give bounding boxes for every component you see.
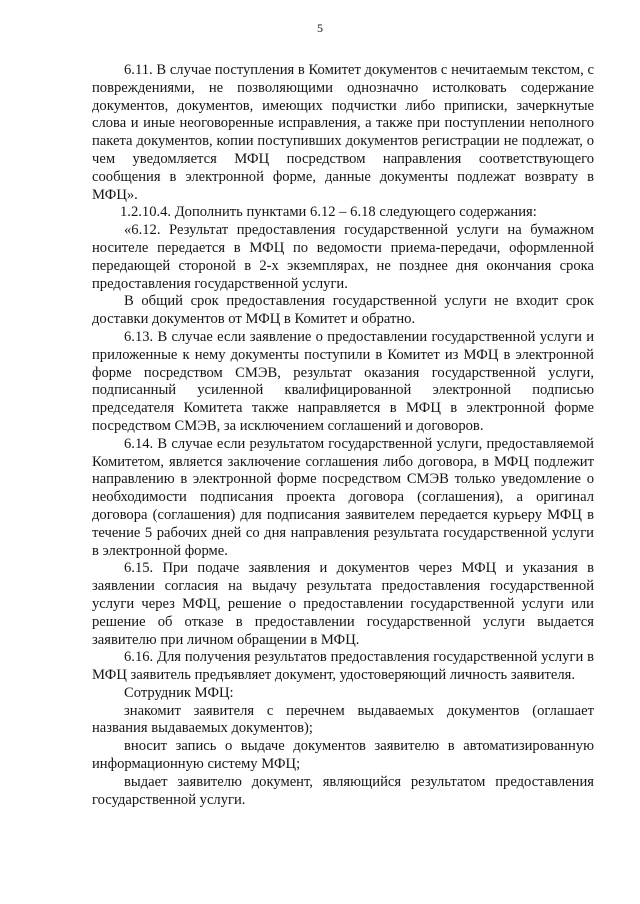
paragraph-record-issue: вносит запись о выдаче документов заявителю в автоматизированную информационную систему МФЦ; (92, 738, 594, 773)
paragraph-list-documents: знакомит заявителя с перечнем выдаваемых документов (оглашает названия выдаваемых документов); (92, 702, 594, 737)
page-number: 5 (317, 21, 323, 35)
paragraph-6-11: 6.11. В случае поступления в Комитет документов с нечитаемым текстом, с повреждениями, не позволяющими однозначно истолковать содержание документов, документов, имеющих подчистки либо приписки, зачеркнутые слова и иные неоговоренные исправления, а также при поступлении неполного пакета документов, копии поступивших документов регистрации не подлежат, о чем уведомляется МФЦ посредством направления соответствующего сообщения в электронной форме, данные документы подлежат возврату в МФЦ». (92, 62, 594, 203)
paragraph-6-13: 6.13. В случае если заявление о предоставлении государственной услуги и приложенные к нему документы поступили в Комитет из МФЦ в электронной форме посредством СМЭВ, результат оказания государственной услуги, подписанный усиленной квалифицированной электронной подписью председателя Комитета также направляется в МФЦ в электронной форме посредством СМЭВ, за исключением соглашений и договоров. (92, 328, 594, 434)
paragraph-6-15: 6.15. При подаче заявления и документов через МФЦ и указания в заявлении согласия на выдачу результата предоставления государственной услуги через МФЦ, решение о предоставлении государственной услуги или решение об отказе в предоставлении государственной услуги выдается заявителю при личном обращении в МФЦ. (92, 560, 594, 648)
paragraph-6-12: «6.12. Результат предоставления государственной услуги на бумажном носителе передается в МФЦ по ведомости приема-передачи, оформленной передающей стороной в 2-х экземплярах, не позднее дня окончания срока предоставления государственной услуги. (92, 222, 594, 292)
paragraph-6-16: 6.16. Для получения результатов предоставления государственной услуги в МФЦ заявитель предъявляет документ, удостоверяющий личность заявителя. (92, 649, 594, 684)
paragraph-mfc-employee: Сотрудник МФЦ: (124, 684, 234, 701)
document-body (92, 62, 594, 809)
paragraph-issue-result: выдает заявителю документ, являющийся результатом предоставления государственной услуги. (92, 773, 594, 808)
paragraph-6-14: 6.14. В случае если результатом государственной услуги, предоставляемой Комитетом, является заключение соглашения либо договора, в МФЦ подлежит направлению в электронной форме посредством СМЭВ только уведомление о необходимости подписания проекта договора (соглашения), а оригинал договора (соглашения) для подписания заявителем передается курьеру МФЦ в течение 5 рабочих дней со дня направления результата государственной услуги в электронной форме. (92, 435, 594, 559)
paragraph-amendment-1-2-10-4: 1.2.10.4. Дополнить пунктами 6.12 – 6.18 следующего содержания: (120, 204, 537, 221)
paragraph-delivery-term: В общий срок предоставления государственной услуги не входит срок доставки документов от МФЦ в Комитет и обратно. (92, 293, 594, 328)
